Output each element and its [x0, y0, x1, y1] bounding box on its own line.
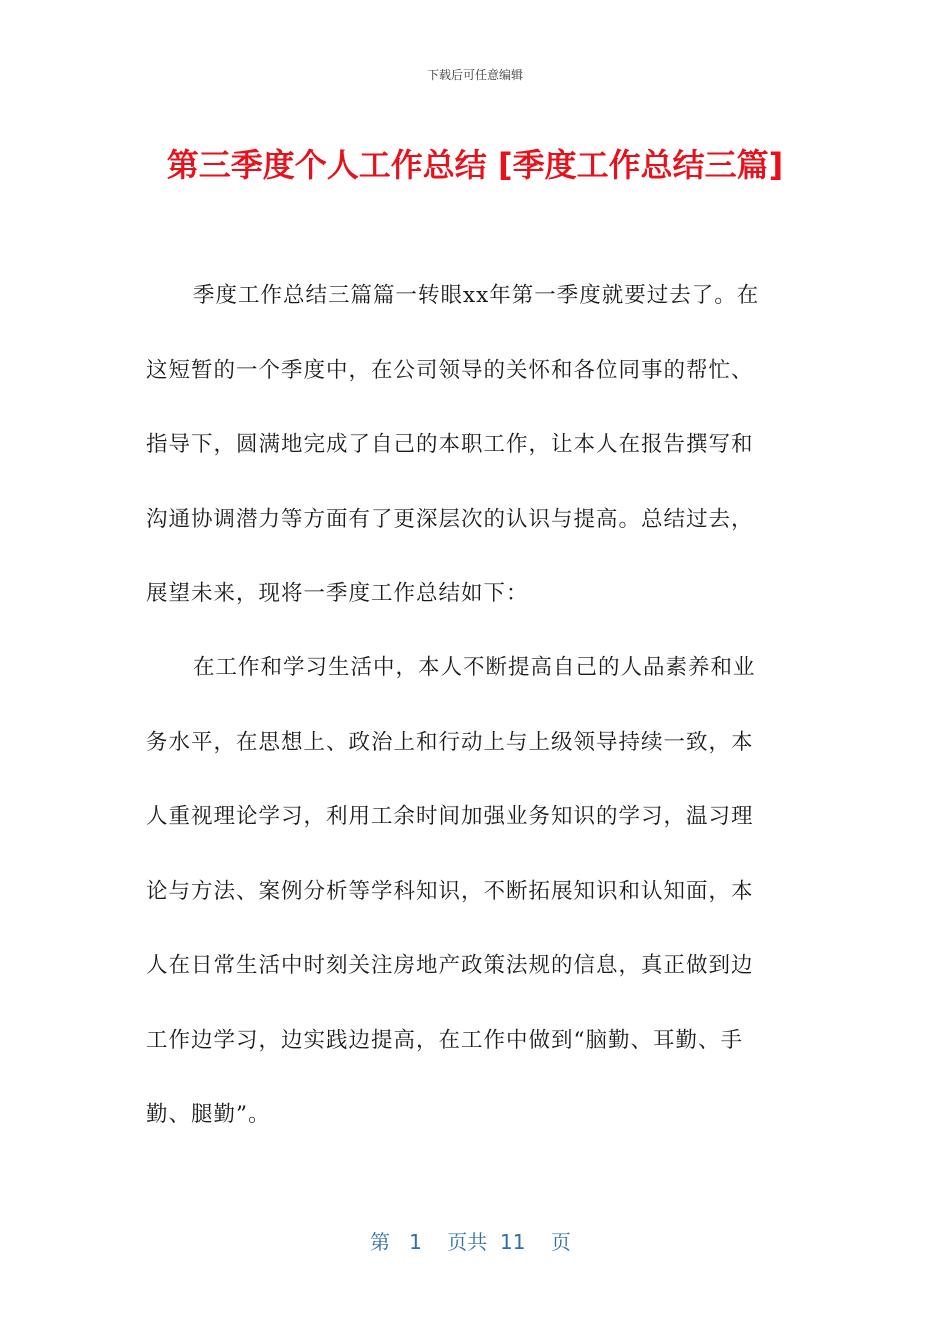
paragraph-2 [146, 631, 794, 1153]
paragraph-line: 季度工作总结三篇篇一转眼xx年第一季度就要过去了。在 [193, 283, 760, 308]
paragraph-1 [146, 259, 794, 632]
paragraph-line: 指导下，圆满地完成了自己的本职工作，让本人在报告撰写和 [146, 432, 754, 457]
paragraph-line: 在工作和学习生活中，本人不断提高自己的人品素养和业 [193, 655, 756, 680]
paragraph-line: 人重视理论学习，利用工余时间加强业务知识的学习，温习理 [146, 804, 754, 829]
footer-prefix: 第 [370, 1230, 390, 1254]
page-footer [370, 1226, 571, 1255]
paragraph-line: 勤、腿勤”。 [146, 1102, 271, 1127]
document-title: 第三季度个人工作总结 [季度工作总结三篇] [166, 146, 784, 184]
footer-middle: 页共 [447, 1230, 488, 1254]
footer-page-number: 1 [409, 1230, 422, 1254]
paragraph-line: 这短暂的一个季度中，在公司领导的关怀和各位同事的帮忙、 [146, 357, 754, 383]
paragraph-line: 沟通协调潜力等方面有了更深层次的认识与提高。总结过去， [146, 506, 754, 532]
paragraph-line: 务水平，在思想上、政治上和行动上与上级领导持续一致，本 [146, 729, 754, 755]
footer-suffix: 页 [550, 1230, 571, 1254]
footer-total-pages: 11 [499, 1230, 526, 1254]
paragraph-line: 工作边学习，边实践边提高，在工作中做到“脑勤、耳勤、手 [146, 1027, 743, 1053]
header-note: 下载后可任意编辑 [426, 68, 523, 82]
paragraph-line: 人在日常生活中时刻关注房地产政策法规的信息，真正做到边 [146, 953, 754, 978]
paragraph-line: 展望未来，现将一季度工作总结如下： [146, 581, 529, 606]
paragraph-line: 论与方法、案例分析等学科知识，不断拓展知识和认知面，本 [146, 878, 754, 904]
